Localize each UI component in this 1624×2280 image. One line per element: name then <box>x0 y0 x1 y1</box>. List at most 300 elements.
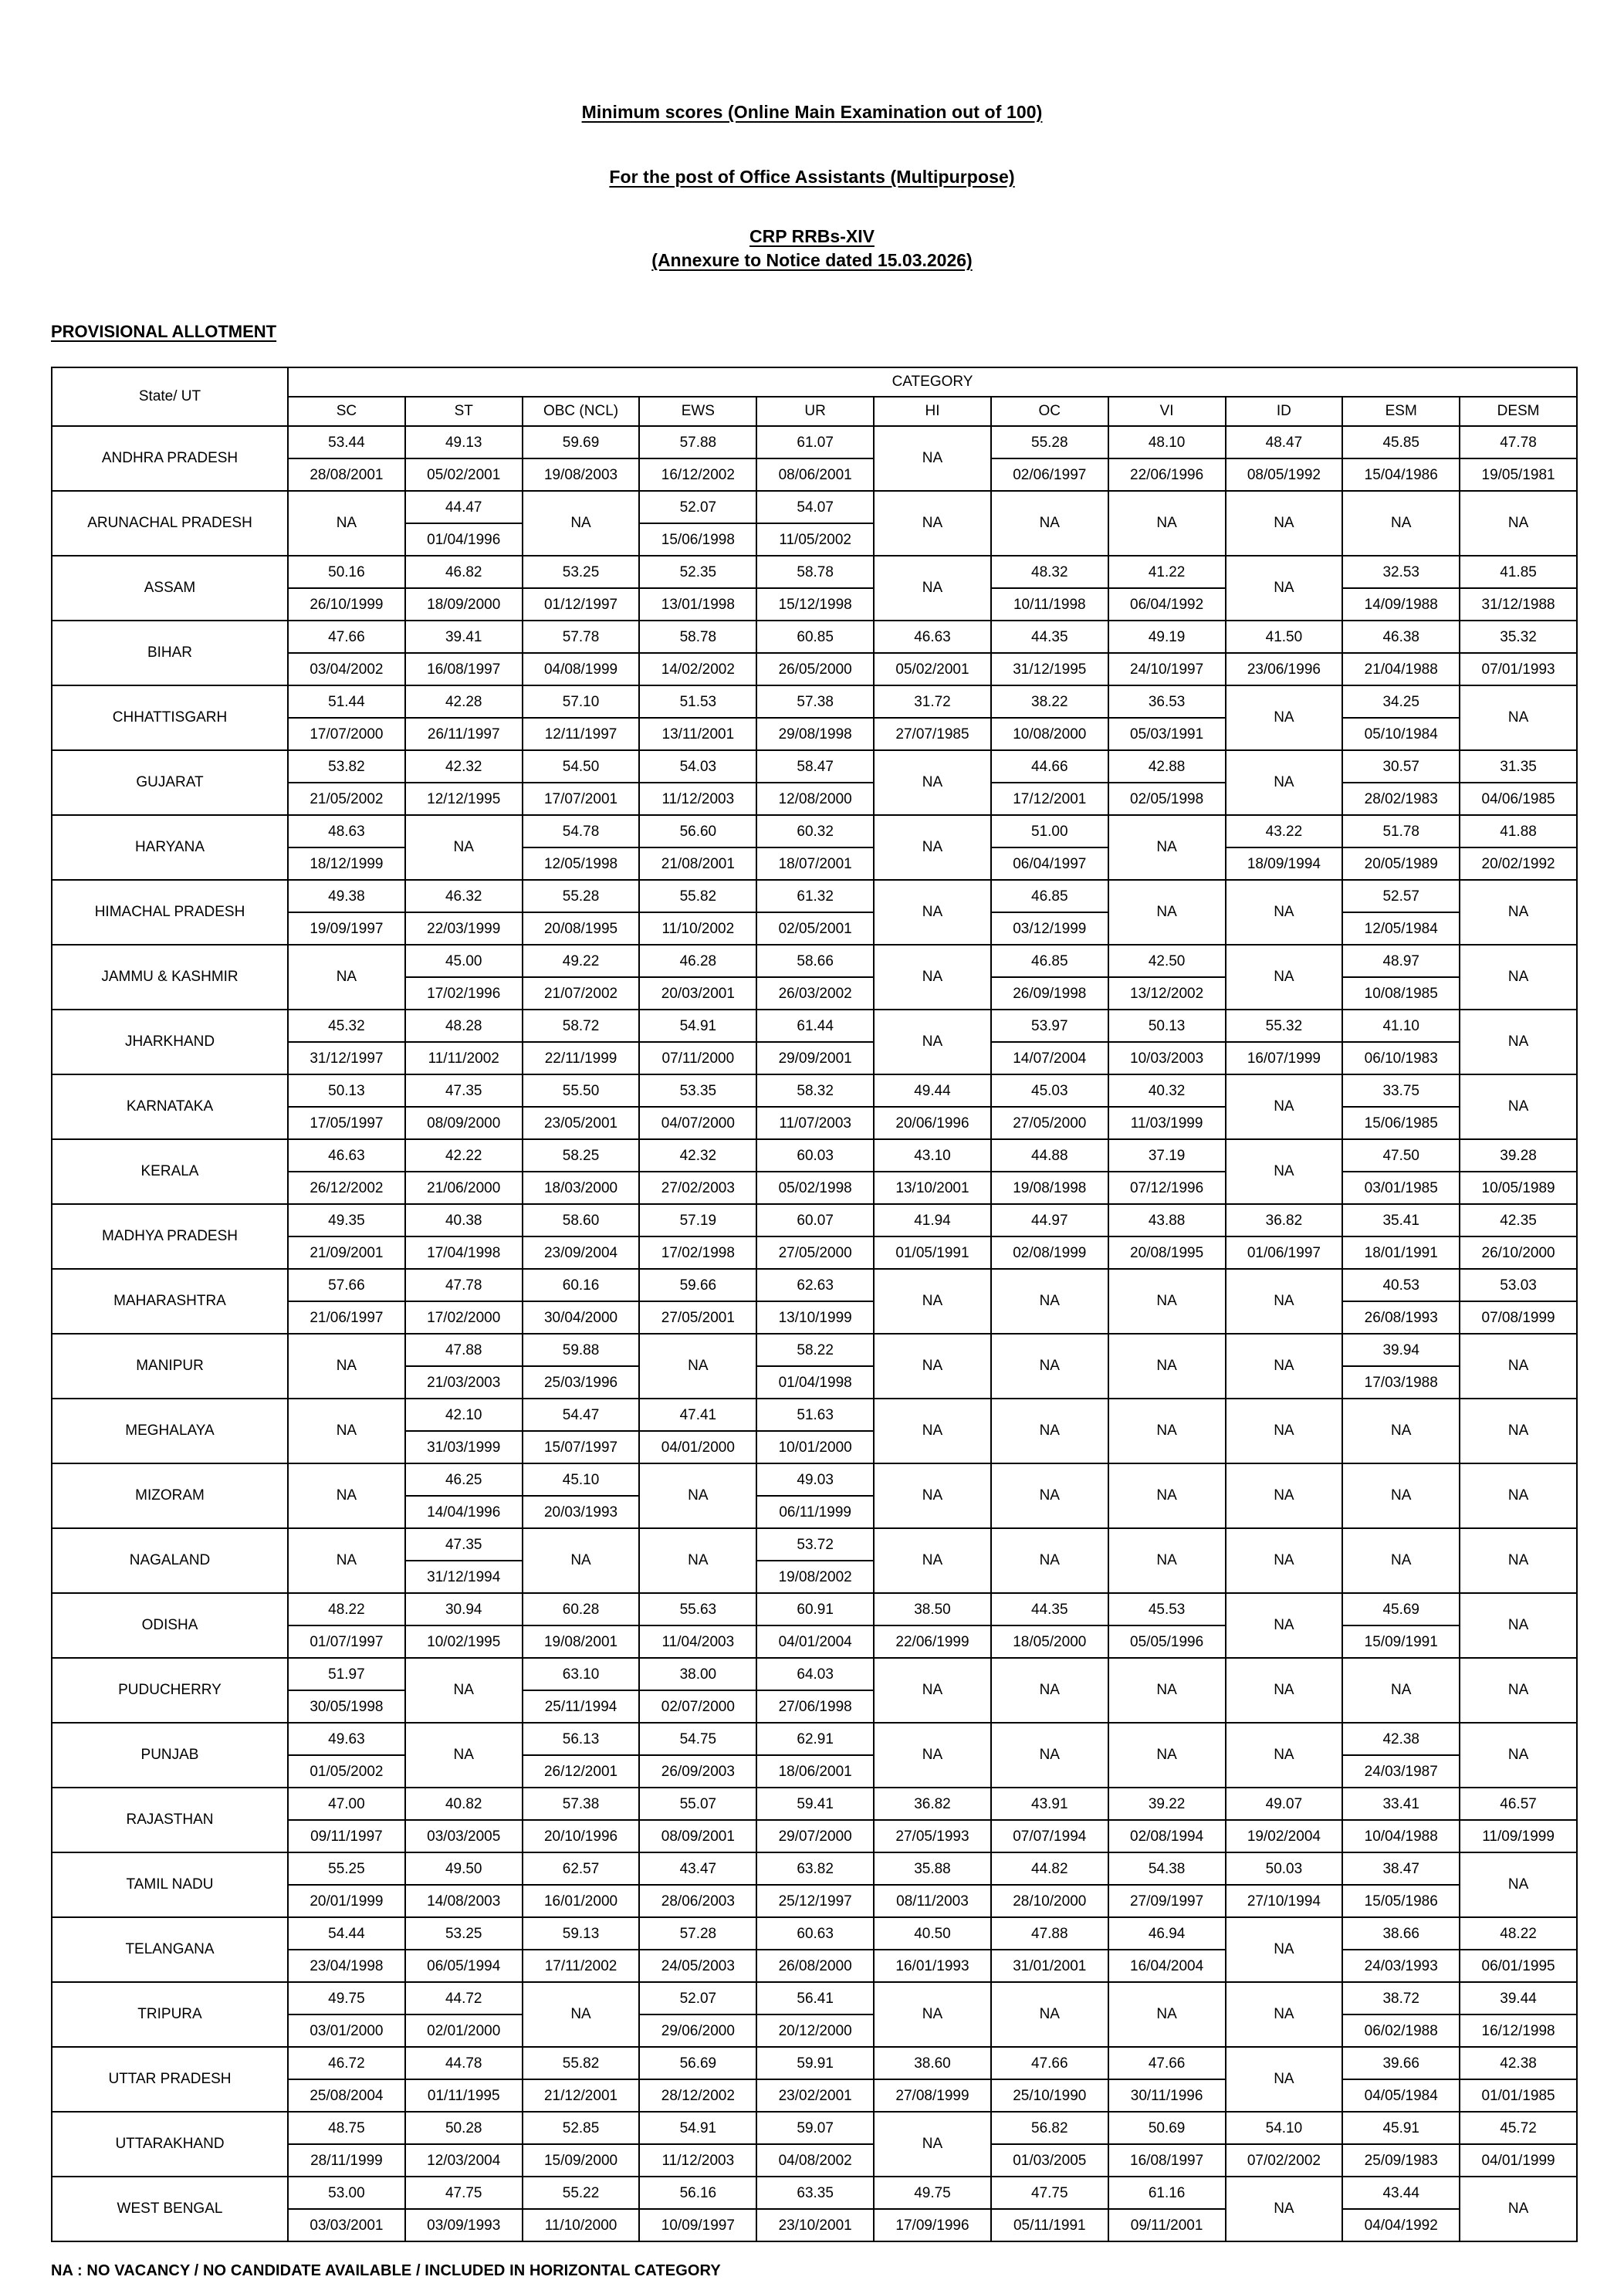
score-cell <box>756 1852 874 1917</box>
score-cell <box>1342 621 1460 685</box>
cutoff-date: 10/09/1997 <box>661 2217 735 2234</box>
title-spacer-1 <box>0 123 1624 167</box>
state-name-cell: MIZORAM <box>52 1463 288 1528</box>
cutoff-date: 12/05/1998 <box>543 855 618 872</box>
cutoff-score: 38.72 <box>1343 1983 1459 2015</box>
score-date-stack <box>406 2177 522 2241</box>
cutoff-score: 43.44 <box>1343 2177 1459 2210</box>
cutoff-date: 25/10/1990 <box>1013 2087 1087 2104</box>
score-date-stack <box>757 1140 873 1203</box>
score-date-stack <box>875 621 990 685</box>
score-cell <box>1108 556 1226 621</box>
cutoff-score: 55.50 <box>523 1075 639 1108</box>
cutoff-score: 49.03 <box>757 1464 873 1497</box>
score-cell <box>1342 1723 1460 1788</box>
state-name-cell: ASSAM <box>52 556 288 621</box>
score-date-stack <box>289 556 404 620</box>
table-row <box>52 1982 1577 2047</box>
cutoff-score: 59.91 <box>757 2048 873 2080</box>
score-date-stack <box>1343 1140 1459 1203</box>
cutoff-score: 46.63 <box>289 1140 404 1172</box>
score-cell <box>991 556 1108 621</box>
cutoff-date: 22/11/1999 <box>544 1050 617 1067</box>
cutoff-score: 54.10 <box>1226 2113 1342 2145</box>
cutoff-date: 03/01/2000 <box>310 2022 384 2039</box>
cutoff-date: 04/07/2000 <box>661 1115 735 1132</box>
score-date-stack <box>1226 1205 1342 1268</box>
score-cell-na: NA <box>1226 1269 1343 1334</box>
cutoff-date: 12/08/2000 <box>778 790 852 807</box>
cutoff-date: 13/10/1999 <box>778 1309 852 1326</box>
cutoff-score: 59.88 <box>523 1335 639 1367</box>
score-cell-na: NA <box>991 1528 1108 1593</box>
cutoff-date: 25/09/1983 <box>1364 2152 1438 2169</box>
score-cell <box>874 1788 991 1852</box>
cutoff-date: 11/07/2003 <box>779 1115 851 1132</box>
score-date-stack <box>757 1399 873 1463</box>
score-cell-na: NA <box>523 1528 640 1593</box>
score-cell <box>523 880 640 945</box>
score-date-stack <box>406 686 522 749</box>
cutoff-date: 11/12/2003 <box>661 2152 735 2169</box>
cutoff-date: 16/01/1993 <box>895 1957 969 1974</box>
score-cell <box>756 1204 874 1269</box>
cutoff-score: 48.47 <box>1226 427 1342 459</box>
score-date-stack <box>1460 1918 1576 1981</box>
cutoff-score: 58.32 <box>757 1075 873 1108</box>
score-cell <box>756 491 874 556</box>
cutoff-score: 40.53 <box>1343 1270 1459 1302</box>
cutoff-date: 23/02/2001 <box>778 2087 852 2104</box>
state-name-cell: TELANGANA <box>52 1917 288 1982</box>
cutoff-score: 58.25 <box>523 1140 639 1172</box>
cutoff-score: 43.10 <box>875 1140 990 1172</box>
score-cell <box>1342 556 1460 621</box>
cutoff-date: 28/11/1999 <box>310 2152 383 2169</box>
cutoff-date: 02/06/1997 <box>1013 466 1087 483</box>
score-cell-na: NA <box>991 1723 1108 1788</box>
cutoff-date: 21/07/2002 <box>543 985 618 1002</box>
score-cell <box>1226 621 1343 685</box>
cutoff-date: 06/04/1992 <box>1130 596 1204 613</box>
cutoff-score: 48.10 <box>1109 427 1225 459</box>
cutoff-score: 60.28 <box>523 1594 639 1626</box>
cutoff-score: 64.03 <box>757 1659 873 1691</box>
score-cell <box>991 1593 1108 1658</box>
score-date-stack <box>523 1335 639 1398</box>
score-cell <box>991 2177 1108 2241</box>
score-date-stack <box>640 1075 756 1138</box>
cutoff-date: 02/08/1999 <box>1013 1244 1087 1261</box>
cutoff-score: 54.91 <box>640 1010 756 1043</box>
score-cell <box>1226 1788 1343 1852</box>
score-cell-na: NA <box>1460 1010 1577 1074</box>
score-date-stack <box>1343 1918 1459 1981</box>
cutoff-date: 11/03/1999 <box>1130 1115 1203 1132</box>
cutoff-score: 44.35 <box>992 621 1108 654</box>
score-cell <box>523 685 640 750</box>
cutoff-date: 18/07/2001 <box>778 855 852 872</box>
score-cell <box>405 2047 523 2112</box>
cutoff-score: 45.53 <box>1109 1594 1225 1626</box>
score-cell-na: NA <box>1460 1593 1577 1658</box>
score-cell-na: NA <box>639 1528 756 1593</box>
score-cell <box>288 2047 405 2112</box>
cutoff-date: 18/03/2000 <box>543 1179 618 1196</box>
cutoff-score: 55.32 <box>1226 1010 1342 1043</box>
cutoff-date: 05/02/2001 <box>427 466 501 483</box>
score-cell <box>756 1399 874 1463</box>
score-date-stack <box>757 621 873 685</box>
score-cell-na: NA <box>1460 491 1577 556</box>
cutoff-score: 38.22 <box>992 686 1108 719</box>
cutoff-score: 57.10 <box>523 686 639 719</box>
cutoff-date: 20/08/1995 <box>543 920 618 937</box>
score-cell-na: NA <box>288 491 405 556</box>
score-cell <box>405 1010 523 1074</box>
score-cell <box>288 1204 405 1269</box>
cutoff-date: 27/05/2001 <box>661 1309 735 1326</box>
cutoff-date: 07/12/1996 <box>1130 1179 1204 1196</box>
cutoff-date: 14/02/2002 <box>661 661 735 678</box>
cutoff-date: 07/08/1999 <box>1481 1309 1555 1326</box>
score-cell <box>991 1852 1108 1917</box>
score-cell <box>639 880 756 945</box>
score-cell <box>1108 2112 1226 2177</box>
subtitle-line-2 <box>0 249 1624 272</box>
cutoff-score: 42.32 <box>640 1140 756 1172</box>
table-row <box>52 1139 1577 1204</box>
cutoff-date: 28/12/2002 <box>661 2087 735 2104</box>
cutoff-score: 49.19 <box>1109 621 1225 654</box>
state-name-cell: ARUNACHAL PRADESH <box>52 491 288 556</box>
score-date-stack <box>1460 621 1576 685</box>
score-date-stack <box>640 686 756 749</box>
cutoff-date: 23/04/1998 <box>310 1957 384 1974</box>
score-date-stack <box>640 945 756 1009</box>
state-name-cell: MADHYA PRADESH <box>52 1204 288 1269</box>
cutoff-date: 03/09/1993 <box>427 2217 501 2234</box>
cutoff-score: 37.19 <box>1109 1140 1225 1172</box>
score-cell <box>874 1852 991 1917</box>
cutoff-date: 13/12/2002 <box>1130 985 1204 1002</box>
score-cell <box>405 2112 523 2177</box>
score-cell <box>523 1074 640 1139</box>
score-cell <box>639 491 756 556</box>
cutoff-date: 27/08/1999 <box>895 2087 969 2104</box>
cutoff-date: 14/08/2003 <box>427 1893 501 1910</box>
score-cell-na: NA <box>639 1334 756 1399</box>
header-category-sc: SC <box>288 397 405 426</box>
score-cell-na: NA <box>1226 1528 1343 1593</box>
cutoff-date: 29/08/1998 <box>778 726 852 743</box>
score-cell-na: NA <box>1108 1399 1226 1463</box>
score-cell <box>1226 815 1343 880</box>
cutoff-date: 17/07/2000 <box>310 726 384 743</box>
score-cell <box>405 945 523 1010</box>
score-cell <box>1226 1010 1343 1074</box>
cutoff-score: 61.32 <box>757 881 873 913</box>
score-date-stack <box>406 1464 522 1527</box>
score-cell-na: NA <box>874 1528 991 1593</box>
score-cell <box>523 750 640 815</box>
cutoff-score: 39.94 <box>1343 1335 1459 1367</box>
score-cell <box>1342 815 1460 880</box>
cutoff-score: 46.85 <box>992 881 1108 913</box>
score-date-stack <box>875 2048 990 2111</box>
score-date-stack <box>289 621 404 685</box>
score-cell-na: NA <box>1226 1399 1343 1463</box>
cutoff-date: 13/01/1998 <box>661 596 735 613</box>
score-cell-na: NA <box>288 1334 405 1399</box>
cutoff-date: 26/11/1997 <box>427 726 500 743</box>
score-cell <box>288 2177 405 2241</box>
score-cell <box>1226 426 1343 491</box>
score-cell-na: NA <box>874 1269 991 1334</box>
score-date-stack <box>1460 427 1576 490</box>
score-date-stack <box>640 751 756 814</box>
score-date-stack <box>757 1594 873 1657</box>
score-date-stack <box>1460 2048 1576 2111</box>
cutoff-date: 04/04/1992 <box>1364 2217 1438 2234</box>
cutoff-score: 45.72 <box>1460 2113 1576 2145</box>
cutoff-date: 22/06/1999 <box>895 1633 969 1650</box>
cutoff-date: 01/04/1996 <box>427 531 501 548</box>
score-cell <box>523 1917 640 1982</box>
cutoff-date: 18/09/1994 <box>1247 855 1321 872</box>
score-cell-na: NA <box>1226 2177 1343 2241</box>
score-cell-na: NA <box>1460 880 1577 945</box>
score-cell <box>523 1852 640 1917</box>
cutoff-score: 35.32 <box>1460 621 1576 654</box>
score-cell-na: NA <box>1460 1399 1577 1463</box>
cutoff-score: 47.66 <box>289 621 404 654</box>
score-cell <box>523 1658 640 1723</box>
score-cell <box>756 2112 874 2177</box>
cutoff-score: 54.78 <box>523 816 639 848</box>
score-cell <box>1342 2177 1460 2241</box>
state-name-cell: GUJARAT <box>52 750 288 815</box>
cutoff-date: 11/09/1999 <box>1482 1828 1555 1845</box>
score-cell-na: NA <box>1460 1852 1577 1917</box>
score-cell <box>523 1334 640 1399</box>
score-date-stack <box>1460 1270 1576 1333</box>
cutoff-date: 18/09/2000 <box>427 596 501 613</box>
cutoff-date: 26/10/2000 <box>1481 1244 1555 1261</box>
cutoff-date: 26/08/2000 <box>778 1957 852 1974</box>
cutoff-date: 03/03/2005 <box>427 1828 501 1845</box>
cutoff-score: 54.91 <box>640 2113 756 2145</box>
cutoff-score: 49.13 <box>406 427 522 459</box>
score-cell <box>991 1204 1108 1269</box>
cutoff-score: 52.07 <box>640 1983 756 2015</box>
cutoff-date: 10/08/2000 <box>1013 726 1087 743</box>
cutoff-date: 01/11/1995 <box>427 2087 500 2104</box>
cutoff-date: 19/08/2003 <box>543 466 618 483</box>
score-date-stack <box>757 816 873 879</box>
cutoff-date: 25/12/1997 <box>778 1893 852 1910</box>
score-cell <box>639 1788 756 1852</box>
header-category-obc-ncl: OBC (NCL) <box>523 397 640 426</box>
score-date-stack <box>523 621 639 685</box>
score-date-stack <box>992 1140 1108 1203</box>
score-date-stack <box>875 1853 990 1916</box>
state-name-cell: MANIPUR <box>52 1334 288 1399</box>
cutoff-score: 35.41 <box>1343 1205 1459 1237</box>
score-cell <box>405 1982 523 2047</box>
score-cell <box>639 1269 756 1334</box>
score-date-stack <box>289 1918 404 1981</box>
cutoff-date: 20/10/1996 <box>543 1828 618 1845</box>
header-category-esm: ESM <box>1342 397 1460 426</box>
cutoff-score: 50.03 <box>1226 1853 1342 1886</box>
score-date-stack <box>1226 1010 1342 1074</box>
score-cell <box>756 880 874 945</box>
state-name-cell: UTTAR PRADESH <box>52 2047 288 2112</box>
cutoff-date: 10/03/2003 <box>1130 1050 1204 1067</box>
score-cell <box>639 2112 756 2177</box>
score-date-stack <box>1343 816 1459 879</box>
score-date-stack <box>1226 816 1342 879</box>
table-row <box>52 2047 1577 2112</box>
cutoff-score: 47.78 <box>1460 427 1576 459</box>
score-cell-na: NA <box>991 1463 1108 1528</box>
score-date-stack <box>640 492 756 555</box>
cutoff-score: 47.88 <box>992 1918 1108 1950</box>
score-date-stack <box>757 427 873 490</box>
score-cell <box>1342 1917 1460 1982</box>
cutoff-score: 42.38 <box>1343 1724 1459 1756</box>
cutoff-score: 38.50 <box>875 1594 990 1626</box>
cutoff-date: 26/12/2001 <box>543 1763 618 1780</box>
score-cell <box>1342 880 1460 945</box>
score-cell <box>523 1593 640 1658</box>
score-cell <box>1342 1593 1460 1658</box>
scores-table-container <box>51 367 1578 2242</box>
score-date-stack <box>1343 2177 1459 2241</box>
score-cell <box>1342 1269 1460 1334</box>
cutoff-score: 44.66 <box>992 751 1108 783</box>
score-cell-na: NA <box>1226 685 1343 750</box>
score-cell <box>1108 945 1226 1010</box>
cutoff-date: 18/12/1999 <box>310 855 384 872</box>
table-row <box>52 1788 1577 1852</box>
cutoff-score: 39.28 <box>1460 1140 1576 1172</box>
score-cell <box>288 750 405 815</box>
cutoff-date: 23/06/1996 <box>1247 661 1321 678</box>
score-cell <box>874 1139 991 1204</box>
score-date-stack <box>1109 1010 1225 1074</box>
state-name-cell: HARYANA <box>52 815 288 880</box>
cutoff-date: 30/05/1998 <box>310 1698 384 1715</box>
score-cell <box>756 1074 874 1139</box>
score-date-stack <box>757 1529 873 1592</box>
score-cell <box>523 556 640 621</box>
cutoff-score: 56.60 <box>640 816 756 848</box>
cutoff-score: 41.85 <box>1460 556 1576 589</box>
subtitle-line-1 <box>0 225 1624 249</box>
score-cell <box>756 1982 874 2047</box>
cutoff-date: 20/02/1992 <box>1481 855 1555 872</box>
score-cell <box>288 1917 405 1982</box>
score-cell <box>1460 556 1577 621</box>
cutoff-date: 20/08/1995 <box>1130 1244 1204 1261</box>
score-date-stack <box>757 1010 873 1074</box>
score-cell-na: NA <box>1342 1658 1460 1723</box>
cutoff-score: 57.88 <box>640 427 756 459</box>
cutoff-score: 45.32 <box>289 1010 404 1043</box>
score-cell <box>523 1269 640 1334</box>
header-category-oc: OC <box>991 397 1108 426</box>
score-cell <box>756 1334 874 1399</box>
table-row <box>52 1723 1577 1788</box>
score-date-stack <box>1343 556 1459 620</box>
cutoff-score: 49.35 <box>289 1205 404 1237</box>
cutoff-date: 03/12/1999 <box>1013 920 1087 937</box>
score-cell <box>405 1334 523 1399</box>
score-cell <box>1108 1204 1226 1269</box>
cutoff-score: 44.35 <box>992 1594 1108 1626</box>
score-cell <box>1460 1139 1577 1204</box>
cutoff-score: 48.22 <box>1460 1918 1576 1950</box>
score-cell-na: NA <box>1226 1658 1343 1723</box>
cutoff-score: 55.63 <box>640 1594 756 1626</box>
table-row <box>52 1334 1577 1399</box>
score-cell <box>1342 945 1460 1010</box>
score-cell-na: NA <box>874 750 991 815</box>
cutoff-score: 47.75 <box>992 2177 1108 2210</box>
score-cell <box>405 2177 523 2241</box>
table-row <box>52 1463 1577 1528</box>
score-cell <box>639 1982 756 2047</box>
cutoff-score: 48.97 <box>1343 945 1459 978</box>
header-category-vi: VI <box>1108 397 1226 426</box>
score-cell-na: NA <box>1226 556 1343 621</box>
cutoff-date: 11/12/2003 <box>661 790 735 807</box>
score-date-stack <box>1109 686 1225 749</box>
score-cell <box>756 621 874 685</box>
state-name-cell: ANDHRA PRADESH <box>52 426 288 491</box>
score-cell <box>1460 1917 1577 1982</box>
cutoff-date: 01/12/1997 <box>543 596 618 613</box>
score-date-stack <box>523 1205 639 1268</box>
score-cell <box>288 1788 405 1852</box>
table-row <box>52 1074 1577 1139</box>
cutoff-score: 49.44 <box>875 1075 990 1108</box>
score-cell <box>1342 1982 1460 2047</box>
cutoff-score: 58.78 <box>757 556 873 589</box>
score-date-stack <box>1460 1788 1576 1852</box>
cutoff-date: 27/05/1993 <box>895 1828 969 1845</box>
score-cell <box>639 815 756 880</box>
table-row <box>52 1269 1577 1334</box>
score-cell-na: NA <box>991 1982 1108 2047</box>
cutoff-score: 42.88 <box>1109 751 1225 783</box>
table-row <box>52 880 1577 945</box>
subtitle-line-2-text: (Annexure to Notice dated 15.03.2026) <box>651 250 973 271</box>
cutoff-date: 17/02/1998 <box>661 1244 735 1261</box>
score-cell-na: NA <box>874 1463 991 1528</box>
cutoff-score: 61.07 <box>757 427 873 459</box>
cutoff-score: 46.28 <box>640 945 756 978</box>
cutoff-score: 45.91 <box>1343 2113 1459 2145</box>
score-date-stack <box>523 556 639 620</box>
score-cell <box>523 1139 640 1204</box>
state-name-cell: RAJASTHAN <box>52 1788 288 1852</box>
score-cell <box>1108 1074 1226 1139</box>
cutoff-date: 26/05/2000 <box>778 661 852 678</box>
cutoff-score: 43.47 <box>640 1853 756 1886</box>
